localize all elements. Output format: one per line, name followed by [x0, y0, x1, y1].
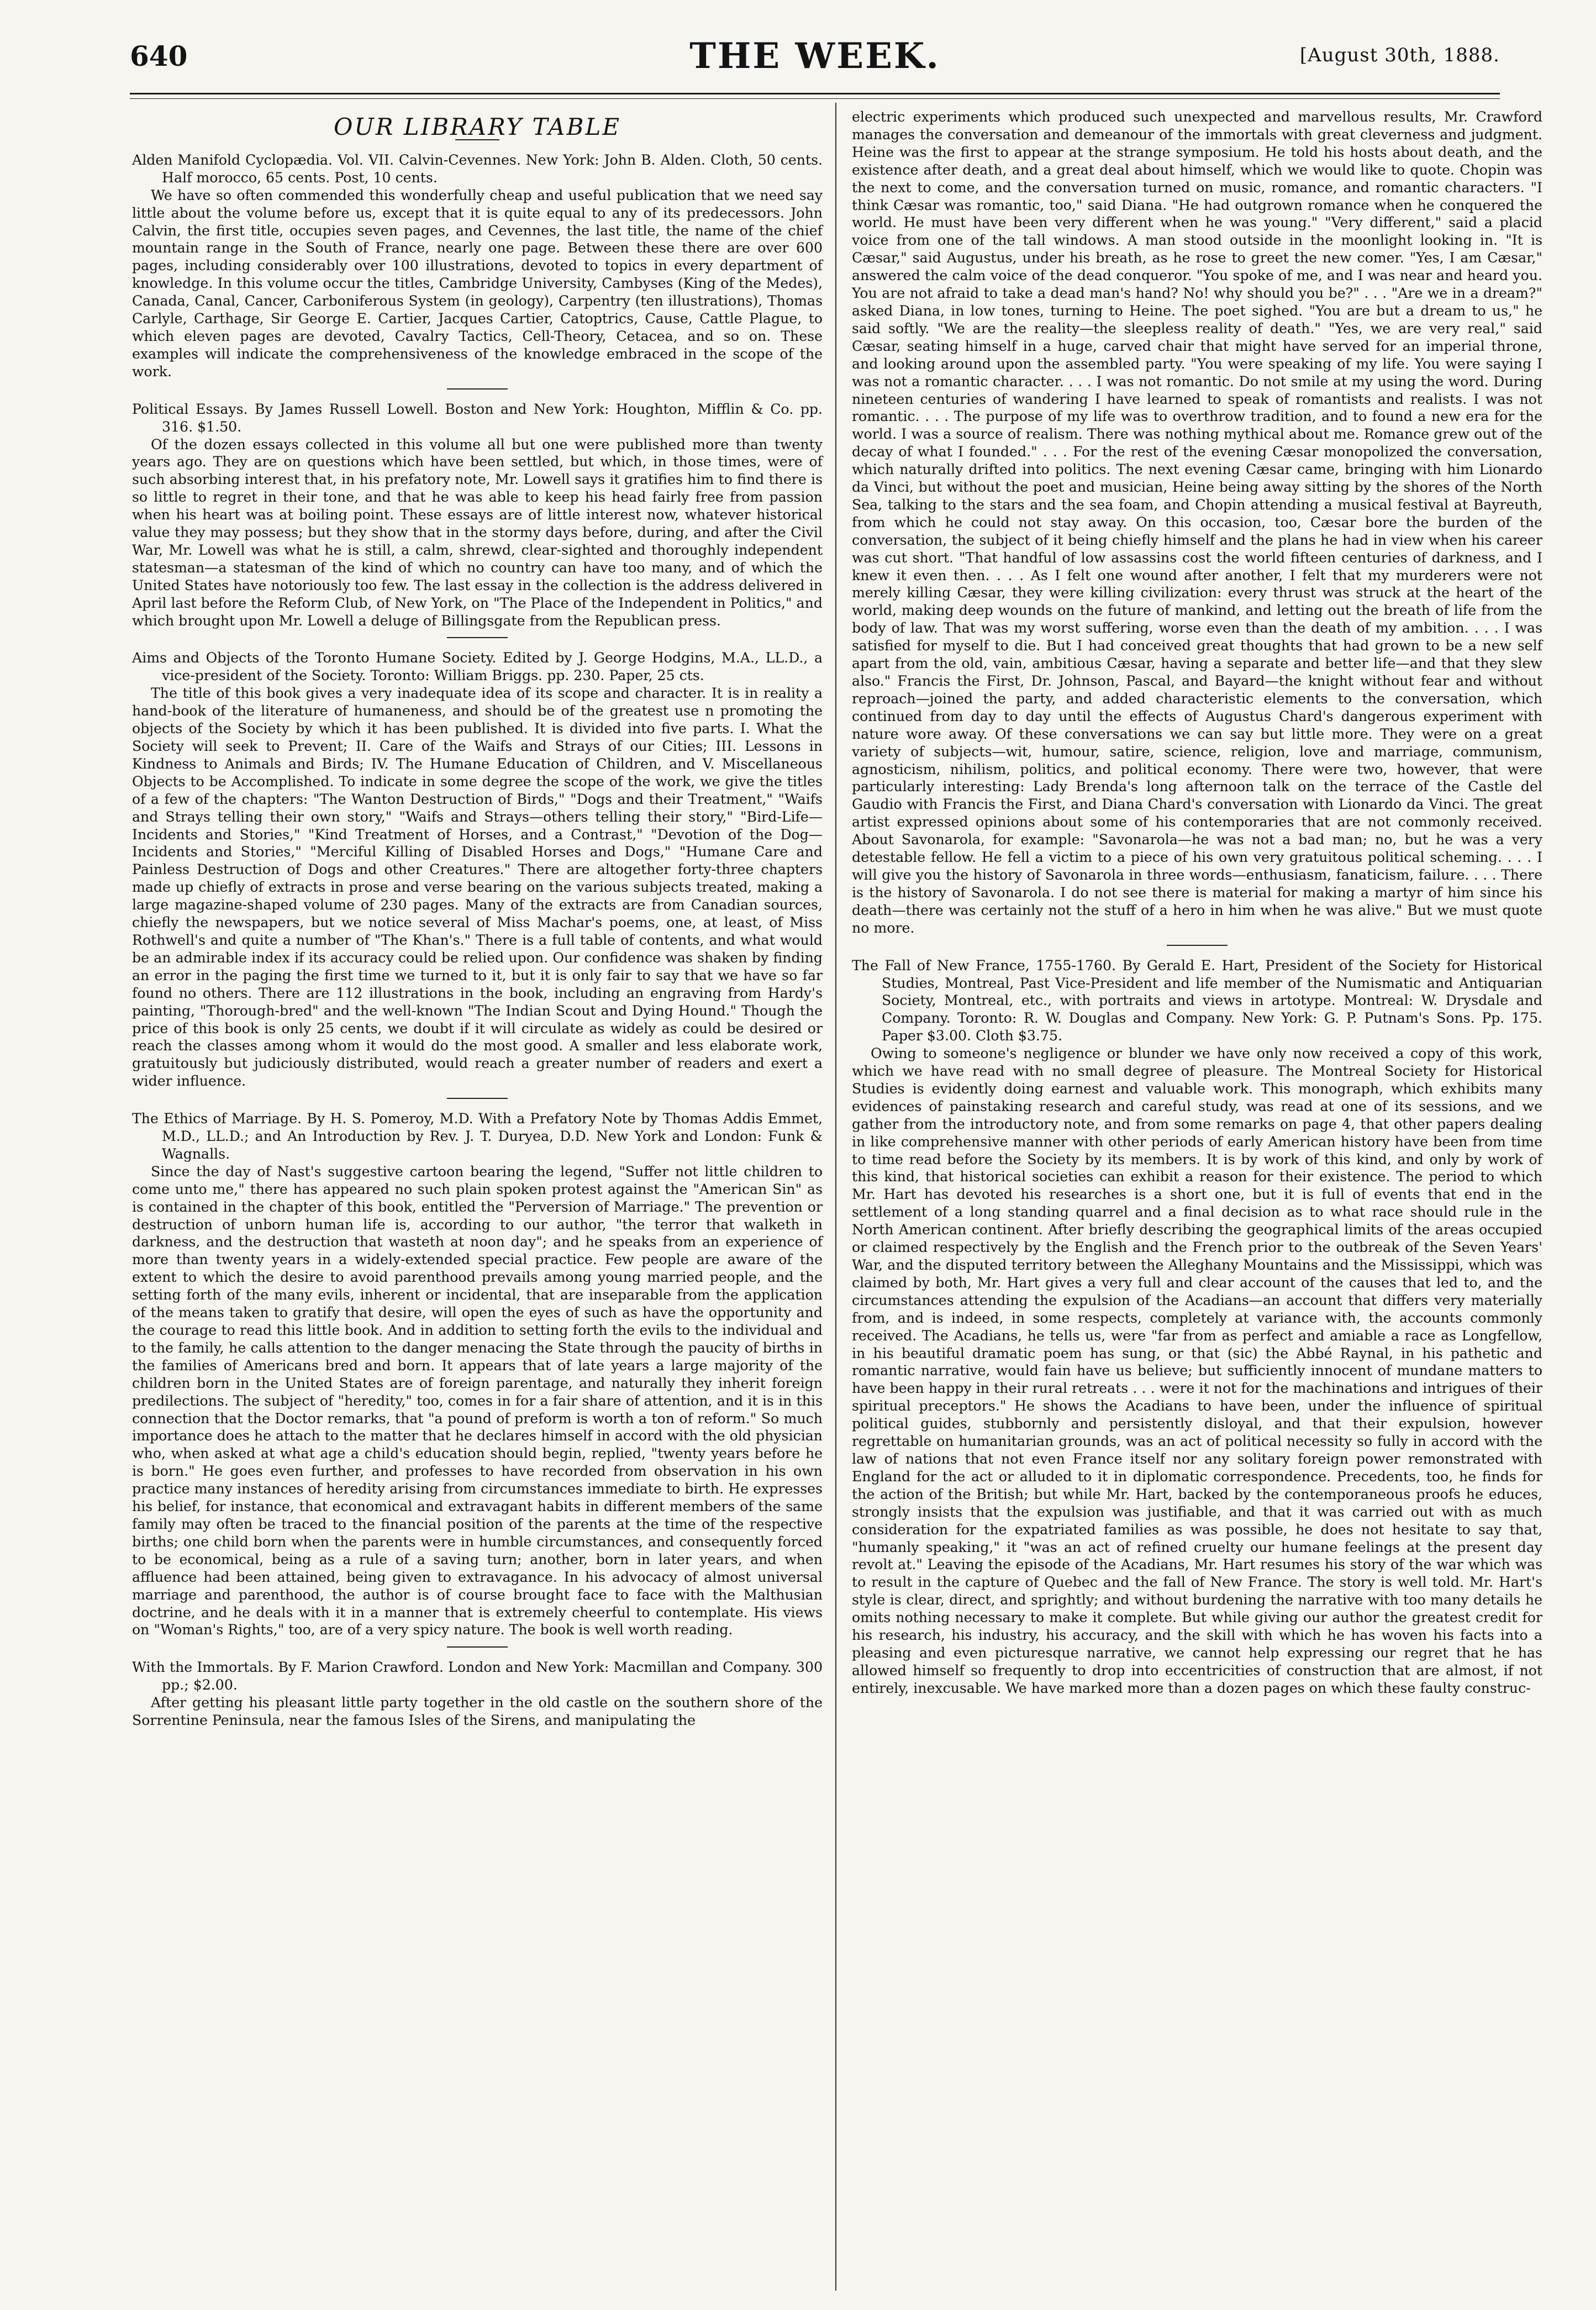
review-body: Of the dozen essays collected in this volume all but one were published more than twenty years ago. They are on questions which have been settled, but which, in those times, were of such absorbing interest that, in his prefatory note, Mr. Lowell says it gratifies him to find there is so little to regret in their tone, and that he was able to keep his head fairly free from passion when his heart was at boiling point. These essays are of little interest now, whatever historical value they may possess; but they show that in the stormy days before, during, and after the Civil War, Mr. Lowell was what he is still, a calm, shrewd, clear-sighted and thoroughly independent statesman—a statesman of the kind of which no country can have too many, and of which the United States have notoriously too few. The last essay in the collection is the address delivered in April last before the Reform Club, of New York, on "The Place of the Independent in Politics," and which brought upon Mr. Lowell a deluge of Billingsgate from the Republican press. [132, 436, 823, 629]
review-body: Since the day of Nast's suggestive cartoon bearing the legend, "Suffer not little children to come unto me," there has appeared no such plain spoken protest against the "American Sin" as is contained in the chapter of this book, entitled the "Perversion of Marriage." The prevention or destruction of unborn human life is, according to our author, "the terror that walketh in darkness, and the destruction that wasteth at noon day"; and he speaks from an experience of more than twenty years in a widely-extended special practice. Few people are aware of the extent to which the desire to avoid parenthood prevails among young married people, and the setting forth of the many evils, inherent or incidental, that are inseparable from the application of the means taken to gratify that desire, will open the eyes of such as have the opportunity and the courage to read this little book. And in addition to setting forth the evils to the individual and to the family, he calls attention to the danger menacing the State through the paucity of births in the families of Americans bred and born. It appears that of late years a large majority of the children born in the United States are of foreign parentage, and naturally they inherit foreign predilections. The subject of "heredity," too, comes in for a fair share of attention, and it is in this connection that the Doctor remarks, that "a pound of preform is worth a ton of reform." So much importance does he attach to the matter that he declares himself in accord with the old physician who, when asked at what age a child's education should begin, replied, "twenty years before he is born." He goes even further, and professes to have recorded from observation in his own practice many instances of heredity arising from circumstances immediate to birth. He expresses his belief, for instance, that economical and extravagant habits in different members of the same family may often be traced to the financial position of the parents at the time of the respective births; one child born when the parents were in humble circumstances, and consequently forced to be economical, being as a rule of a saving turn; another, born in later years, and when affluence had been attained, being given to extravagance. In his advocacy of almost universal marriage and parenthood, the author is of course brought face to face with the Malthusian doctrine, and he deals with it in a manner that is extremely cheerful to contemplate. His views on "Woman's Rights," too, are of a very spicy nature. The book is well worth reading. [132, 1163, 823, 1638]
review-divider [447, 388, 508, 390]
page-header [130, 35, 1500, 77]
review-heading: The Ethics of Marriage. By H. S. Pomeroy, M.D. With a Prefatory Note by Thomas Addis Emmet, M.D., LL.D.; and An Introduction by Rev. J. T. Duryea, D.D. New York and London: Funk & Wagnalls. [132, 1111, 823, 1162]
review-body-continued: electric experiments which produced such unexpected and marvellous results, Mr. Crawford manages the conversation and demeanour of the immortals with great cleverness and judgment. Heine was the first to appear at the strange symposium. He told his hosts about death, and the existence after death, and a great deal about himself, which we would like to quote. Chopin was the next to come, and the conversation turned on music, romance, and romantic characters. "I think Cæsar was romantic, too," said Diana. "He had outgrown romance when he conquered the world. He must have been very different when he was young." "Very different," said a placid voice from one of the tall windows. A man stood outside in the moonlight looking in. "It is Cæsar," said Augustus, under his breath, as he rose to greet the new comer. "Yes, I am Cæsar," answered the calm voice of the dead conqueror. "You spoke of me, and I was near and heard you. You are not afraid to take a dead man's hand? No! why should you be?" . . . "Are we in a dream?" asked Diana, in low tones, turning to Heine. The poet sighed. "You are but a dream to us," he said softly. "We are the reality—the sleepless reality of death." "Yes, we are very real," said Cæsar, seating himself in a huge, carved chair that might have served for an imperial throne, and looking around upon the assembled party. "You were speaking of my life. You were saying I was not a romantic character. . . . I was not romantic. Do not smile at my using the word. During nineteen centuries of wandering I have learned to speak of romantists and realists. I was not romantic. . . . The purpose of my life was to overthrow tradition, and to found a new era for the world. I was a source of realism. There was nothing mythical about me. Romance grew out of the decay of what I founded." . . . For the rest of the evening Cæsar monopolized the conversation, which naturally drifted into politics. The next evening Cæsar came, bringing with him Lionardo da Vinci, but without the poet and musician, Heine being away sitting by the shores of the North Sea, talking to the stars and the sea foam, and Chopin attending a musical festival at Bayreuth, from which he could not stay away. On this occasion, too, Cæsar bore the burden of the conversation, the subject of it being chiefly himself and the plans he had in view when his career was cut short. "That handful of low assassins cost the world fifteen centuries of darkness, and I knew it even then. . . . As I felt one wound after another, I felt that my murderers were not merely killing Cæsar, they were killing civilization: every thrust was struck at the heart of the world, making deep wounds on the future of mankind, and letting out the breath of life from the body of law. That was my worst suffering, worse even than the death of my ambition. . . . I was satisfied for myself to die. But I had conceived great thoughts that had grown to be a new self apart from the old, vain, ambitious Cæsar, having a separate and better life—and that they slew also." Francis the First, Dr. Johnson, Pascal, and Bayard—the knight without fear and without reproach—joined the party, and added characteristic elements to the conversation, which continued from day to day until the effects of Augustus Chard's dangerous experiment with nature wore away. Of these conversations we can say but little more. They were on a great variety of subjects—wit, humour, satire, science, religion, love and marriage, communism, agnosticism, nihilism, politics, and political economy. There were two, however, that were particularly interesting: Lady Brenda's long afternoon talk on the terrace of the Castle del Gaudio with Francis the First, and Diana Chard's conversation with Lionardo da Vinci. The great artist expressed opinions about some of his contemporaries that are not commonly received. About Savonarola, for example: "Savonarola—he was not a bad man; no, but he was a very detestable fellow. He fell a victim to a piece of his own very gratuitous political scheming. . . . I will give you the history of Savonarola in three words—enthusiasm, fanaticism, failure. . . . There is the history of Savonarola. I do not see there is material for making a martyr of him since his death—there was certainly not the stuff of a hero in him when he was alive." But we must quote no more. [852, 109, 1542, 936]
column-divider [835, 103, 836, 2291]
review-body: After getting his pleasant little party together in the old castle on the southern shore of the Sorrentine Peninsula, near the famous Isles of the Sirens, and manipulating the [132, 1695, 823, 1729]
right-column [852, 108, 1542, 1697]
review-heading: Political Essays. By James Russell Lowell. Boston and New York: Houghton, Mifflin & Co. pp. 316. $1.50. [132, 401, 823, 435]
review-divider [1167, 945, 1228, 946]
review-body: Owing to someone's negligence or blunder we have only now received a copy of this work, which we have read with no small degree of pleasure. The Montreal Society for Historical Studies is evidently doing earnest and valuable work. This monograph, which exhibits many evidences of painstaking research and careful study, was read at one of its sessions, and we gather from the introductory note, and from some remarks on page 4, that other papers dealing in like comprehensive manner with other periods of early American history have been from time to time read before the Society by its members. It is by work of this kind, and only by work of this kind, that historical societies can exhibit a reason for their existence. The period to which Mr. Hart has devoted his researches is a short one, but it is full of events that end in the settlement of a long standing quarrel and a final decision as to what race should rule in the North American continent. After briefly describing the geographical limits of the areas occupied or claimed respectively by the English and the French prior to the outbreak of the Seven Years' War, and the disputed territory between the Alleghany Mountains and the Mississippi, which was claimed by both, Mr. Hart gives a very full and clear account of the causes that led to, and the circumstances attending the expulsion of the Acadians—an account that differs very materially from, and is indeed, in some respects, completely at variance with, the accounts commonly received. The Acadians, he tells us, were "far from as perfect and amiable a race as Longfellow, in his beautiful dramatic poem has sung, or that (sic) the Abbé Raynal, in his pathetic and romantic narrative, would fain have us believe; but sufficiently innocent of mundane matters to have been happy in their rural retreats . . . were it not for the machinations and intrigues of their spiritual preceptors." He shows the Acadians to have been, under the influence of spiritual political guides, stubbornly and persistently disloyal, and that their expulsion, however regrettable on humanitarian grounds, was an act of political necessity so fully in accord with the law of nations that not even France itself nor any solitary foreign power remonstrated with England for the act or alluded to it in diplomatic correspondence. Precedents, too, he finds for the action of the British; but while Mr. Hart, backed by the contemporaneous proofs he educes, strongly insists that the expulsion was justifiable, and that it was carried out with as much consideration for the expatriated families as was possible, he does not hesitate to say that, "humanly speaking," it "was an act of refined cruelty our humane feelings at the present day revolt at." Leaving the episode of the Acadians, Mr. Hart resumes his story of the war which was to result in the capture of Quebec and the fall of New France. The story is well told. Mr. Hart's style is clear, direct, and sprightly; and without burdening the narrative with too many details he omits nothing necessary to make it complete. But while giving our author the greatest credit for his research, his industry, his accuracy, and the skill with which he has woven his facts into a pleasing and even picturesque narrative, we cannot help expressing our regret that he has allowed himself so frequently to drop into eccentricities of construction that are almost, if not entirely, inexcusable. We have marked more than a dozen pages on which these faulty construc- [852, 1045, 1542, 1696]
review-heading: Alden Manifold Cyclopædia. Vol. VII. Calvin-Cevennes. New York: John B. Alden. Cloth, 50 cents. Half morocco, 65 cents. Post, 10 cents. [132, 151, 823, 186]
header-rule-thin [130, 98, 1500, 99]
masthead: THE WEEK. [689, 35, 940, 77]
right-column-body [852, 108, 1542, 1697]
section-title: OUR LIBRARY TABLE [334, 113, 621, 140]
left-column [132, 110, 823, 1729]
review-body: The title of this book gives a very inadequate idea of its scope and character. It is in reality a hand-book of the literature of humaneness, and should be of the greatest use n promoting the objects of the Society by which it has been published. It is divided into five parts. I. What the Society will seek to Prevent; II. Care of the Waifs and Strays of our Cities; III. Lessons in Kindness to Animals and Birds; IV. The Humane Education of Children, and V. Miscellaneous Objects to be Accomplished. To indicate in some degree the scope of the work, we give the titles of a few of the chapters: "The Wanton Destruction of Birds," "Dogs and their Treatment," "Waifs and Strays telling their own story," "Waifs and Strays—others telling their story," "Bird-Life—Incidents and Stories," "Kind Treatment of Horses, and a Contrast," "Devotion of the Dog—Incidents and Stories," "Merciful Killing of Disabled Horses and Dogs," "Humane Care and Painless Destruction of Dogs and other Creatures." There are altogether forty-three chapters made up chiefly of extracts in prose and verse bearing on the various subjects treated, making a large magazine-shaped volume of 230 pages. Many of the extracts are from Canadian sources, chiefly the newspapers, but we notice several of Miss Machar's poems, one, at least, of Miss Rothwell's and quite a number of "The Khan's." There is a full table of contents, and what would be an admirable index if its accuracy could be relied upon. Our confidence was shaken by finding an error in the paging the first time we turned to it, but it is only fair to say that we have so far found no others. There are 112 illustrations in the book, including an engraving from Hardy's painting, "Thorough-bred" and the well-known "The Indian Scout and Dying Hound." Though the price of this book is only 25 cents, we doubt if it will circulate as widely as could be desired or reach the classes among whom it would do the most good. A smaller and less elaborate work, gratuitously but judiciously distributed, would reach a greater number of readers and exert a wider influence. [132, 685, 823, 1090]
review-divider [447, 1646, 508, 1648]
issue-date: [August 30th, 1888. [1299, 44, 1500, 66]
review-heading: With the Immortals. By F. Marion Crawford. London and New York: Macmillan and Company. 300 pp.; $2.00. [132, 1659, 823, 1693]
left-column-body [132, 151, 823, 1729]
review-heading: Aims and Objects of the Toronto Humane Society. Edited by J. George Hodgins, M.A., LL.D., a vice-president of the Society. Toronto: William Briggs. pp. 230. Paper, 25 cts. [132, 650, 823, 684]
review-divider [447, 637, 508, 638]
page-number: 640 [130, 40, 188, 72]
header-rule [130, 93, 1500, 94]
review-body: We have so often commended this wonderfully cheap and useful publication that we need say little about the volume before us, except that it is quite equal to any of its predecessors. John Calvin, the first title, occupies seven pages, and Cevennes, the last title, the name of the chief mountain range in the South of France, nearly one page. Between these there are over 600 pages, including considerably over 100 illustrations, devoted to topics in every department of knowledge. In this volume occur the titles, Cambridge University, Cambyses (King of the Medes), Canada, Canal, Cancer, Carboniferous System (in geology), Carpentry (ten illustrations), Thomas Carlyle, Carthage, Sir George E. Cartier, Jacques Cartier, Catoptrics, Cause, Cattle Plague, to which eleven pages are devoted, Cavalry Tactics, Cell-Theory, Cetacea, and so on. These examples will indicate the comprehensiveness of the knowledge embraced in the scope of the work. [132, 187, 823, 380]
review-divider [447, 1098, 508, 1099]
review-heading: The Fall of New France, 1755-1760. By Gerald E. Hart, President of the Society for Historical Studies, Montreal, Past Vice-President and life member of the Numismatic and Antiquarian Society, Montreal, etc., with portraits and views in artotype. Montreal: W. Drysdale and Company. Toronto: R. W. Douglas and Company. New York: G. P. Putnam's Sons. Pp. 175. Paper $3.00. Cloth $3.75. [852, 957, 1542, 1044]
